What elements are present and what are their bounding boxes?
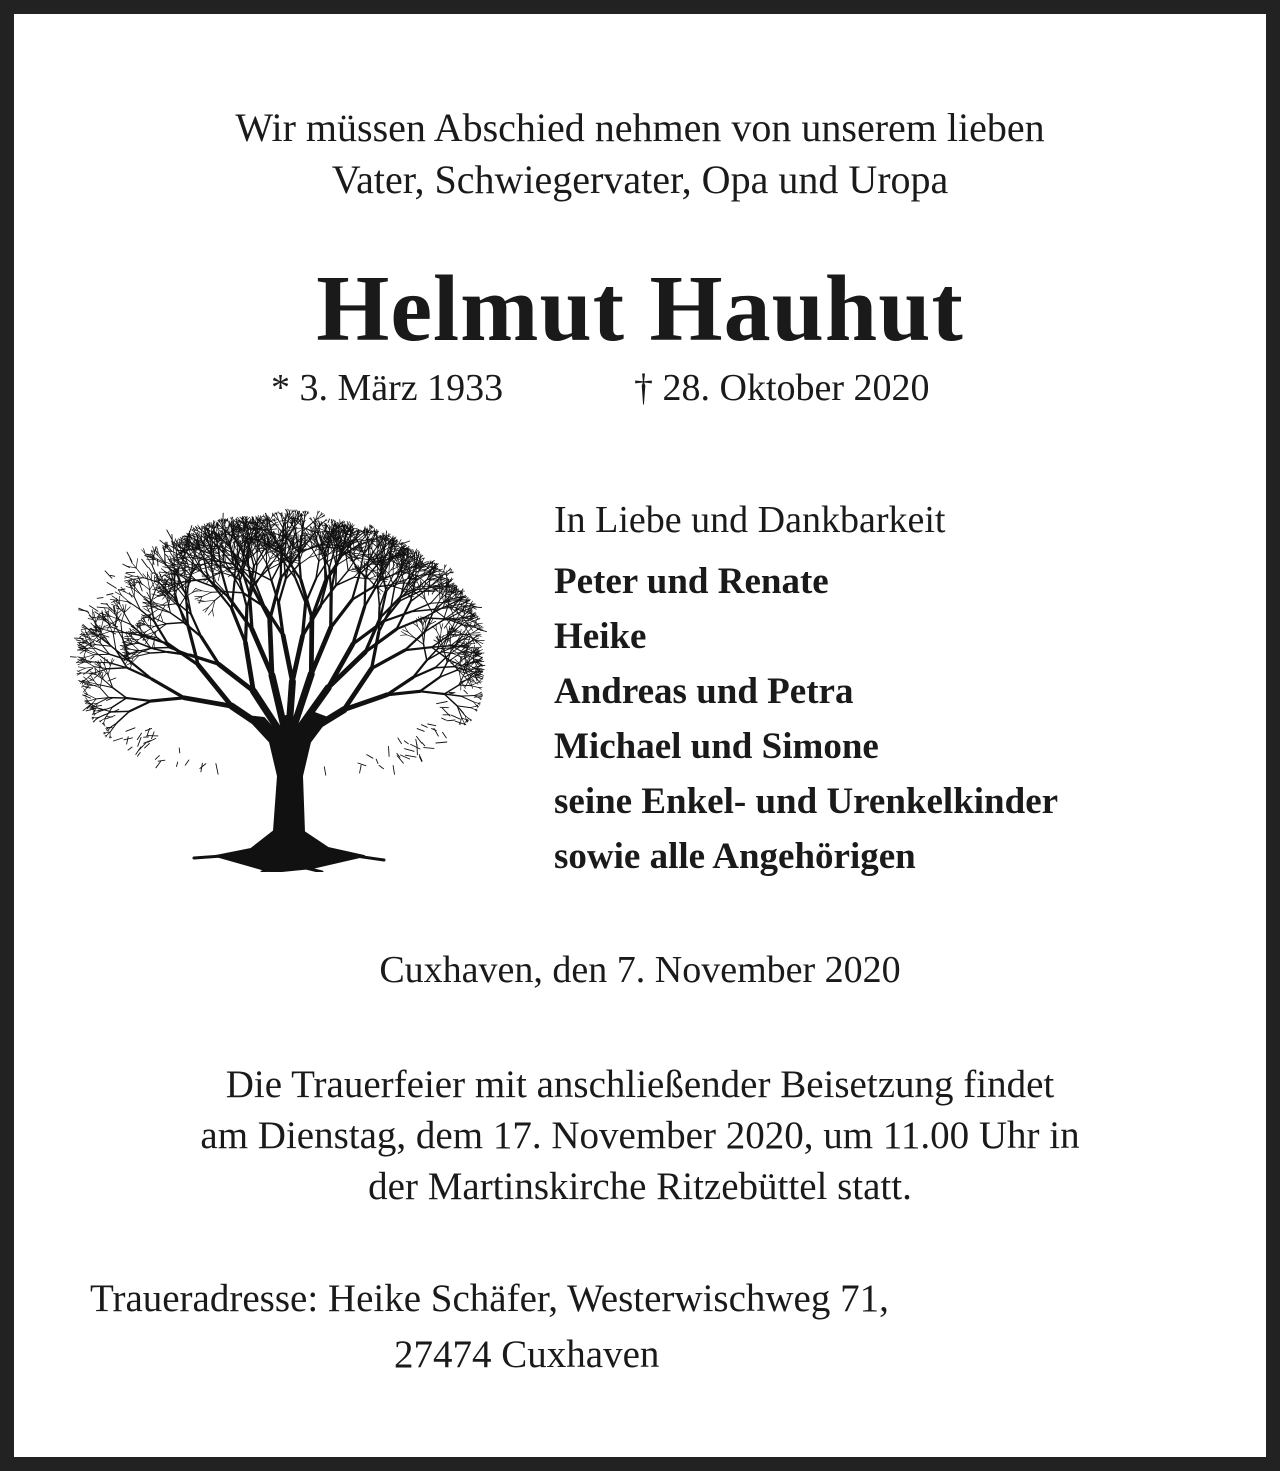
place-and-date: Cuxhaven, den 7. November 2020 — [379, 949, 901, 991]
family-member: sowie alle Angehörigen — [554, 836, 916, 877]
service-line-1: Die Trauerfeier mit anschließender Beisetzung findet — [225, 1063, 1055, 1106]
mourning-address-line-1: Traueradresse: Heike Schäfer, Westerwischweg 71, — [90, 1277, 889, 1320]
dedication-text: In Liebe und Dankbarkeit — [554, 499, 946, 541]
family-member: Andreas und Petra — [554, 671, 854, 712]
family-block — [554, 494, 1254, 884]
intro-line-2: Vater, Schwiegervater, Opa und Uropa — [331, 157, 949, 202]
service-line-3: der Martinskirche Ritzebüttel statt. — [368, 1165, 912, 1208]
family-member: seine Enkel- und Urenkelkinder — [554, 781, 1059, 822]
intro-line-1: Wir müssen Abschied nehmen von unserem lieben — [235, 105, 1045, 150]
family-member: Michael und Simone — [554, 726, 879, 767]
service-line-2: am Dienstag, dem 17. November 2020, um 11.00 Uhr in — [200, 1114, 1080, 1157]
intro-text — [14, 102, 1266, 206]
mourning-address-line-2: 27474 Cuxhaven — [394, 1333, 660, 1376]
deceased-name: Helmut Hauhut — [316, 257, 964, 361]
family-member: Peter und Renate — [554, 561, 829, 602]
death-date: † 28. Oktober 2020 — [634, 367, 930, 409]
birth-date: * 3. März 1933 — [271, 367, 504, 409]
family-member: Heike — [554, 616, 647, 657]
funeral-service-text — [14, 1059, 1266, 1212]
tree-icon — [66, 506, 506, 872]
